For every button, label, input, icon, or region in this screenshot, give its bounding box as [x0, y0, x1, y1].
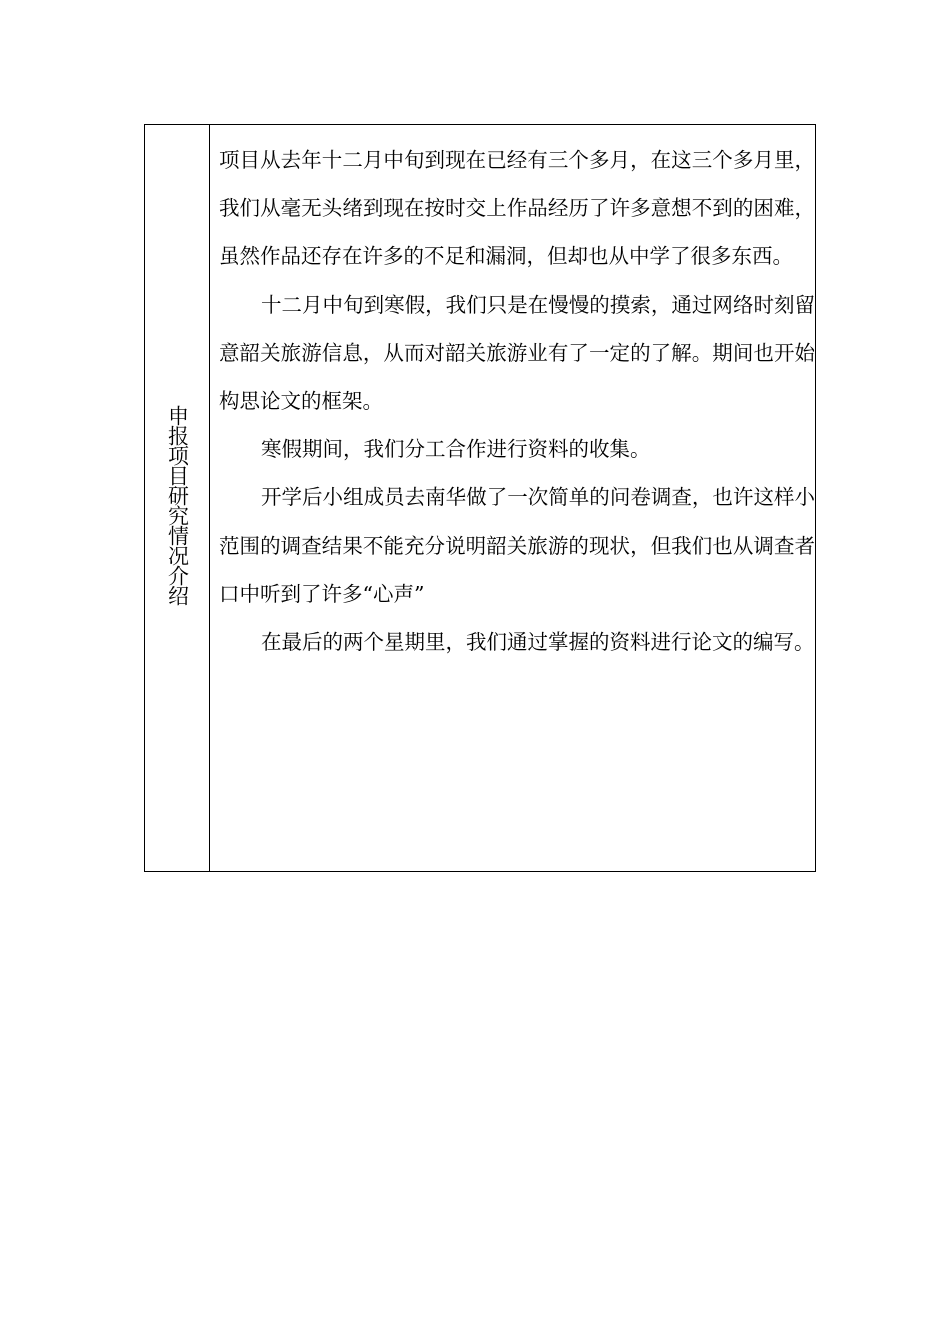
content-cell: [210, 125, 815, 871]
paragraph: 项目从去年十二月中旬到现在已经有三个多月，在这三个多月里，我们从毫无头绪到现在按时交上作品经历了许多意想不到的困难，虽然作品还存在许多的不足和漏洞，但却也从中学了很多东西。: [219, 148, 815, 269]
paragraph: 在最后的两个星期里，我们通过掌握的资料进行论文的编写。: [261, 630, 815, 655]
row-label: 申报项目研究情况介绍: [165, 405, 190, 605]
paragraph: 寒假期间，我们分工合作进行资料的收集。: [261, 437, 651, 462]
paragraph: 十二月中旬到寒假，我们只是在慢慢的摸索，通过网络时刻留意韶关旅游信息，从而对韶关旅游业有了一定的了解。期间也开始构思论文的框架。: [219, 292, 815, 414]
paragraph: 开学后小组成员去南华做了一次简单的问卷调查，也许这样小范围的调查结果不能充分说明韶关旅游的现状，但我们也从调查者口中听到了许多“心声”: [219, 485, 815, 606]
project-form-table: [144, 124, 816, 872]
row-label-cell: [145, 125, 210, 871]
